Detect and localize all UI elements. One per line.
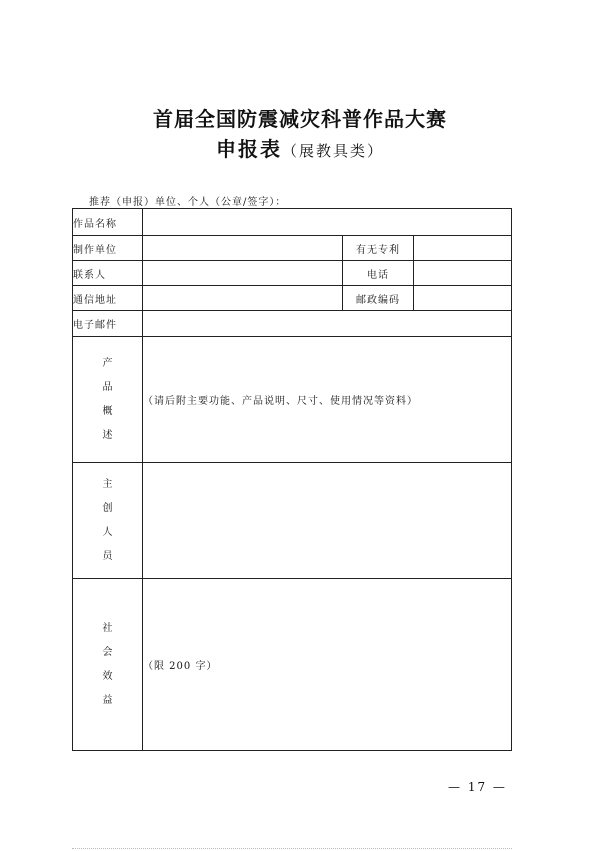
email-label: 电子邮件	[73, 311, 143, 337]
benefit-label-cell	[73, 579, 143, 751]
row-address	[73, 286, 512, 311]
benefit-field[interactable]	[143, 579, 512, 751]
row-maker-unit	[73, 236, 512, 261]
benefit-hint: （限 200 字）	[143, 661, 218, 672]
patent-field[interactable]	[414, 236, 512, 261]
address-field[interactable]	[143, 286, 343, 311]
bottom-divider	[72, 848, 512, 849]
overview-label-cell	[73, 337, 143, 463]
overview-field[interactable]	[143, 337, 512, 463]
benefit-label: 社会效益	[102, 622, 113, 706]
contact-field[interactable]	[143, 261, 343, 286]
patent-label: 有无专利	[343, 236, 414, 261]
form-subtitle	[0, 133, 600, 162]
recommend-label: 推荐（申报）单位、个人（公章/签字）：	[89, 197, 287, 208]
contact-label: 联系人	[73, 261, 143, 286]
email-field[interactable]	[143, 311, 512, 337]
row-contact	[73, 261, 512, 286]
application-form-table	[72, 208, 512, 751]
postcode-field[interactable]	[414, 286, 512, 311]
work-name-field[interactable]	[143, 209, 512, 236]
row-work-name	[73, 209, 512, 236]
creators-label: 主创人员	[102, 478, 113, 562]
maker-unit-field[interactable]	[143, 236, 343, 261]
row-benefit	[73, 579, 512, 751]
address-label: 通信地址	[73, 286, 143, 311]
postcode-label: 邮政编码	[343, 286, 414, 311]
row-email	[73, 311, 512, 337]
work-name-label: 作品名称	[73, 209, 143, 236]
creators-label-cell	[73, 463, 143, 579]
creators-field[interactable]	[143, 463, 512, 579]
overview-label: 产品概述	[102, 357, 113, 441]
phone-label: 电话	[343, 261, 414, 286]
form-subtitle-category: （展教具类）	[281, 142, 384, 160]
row-creators	[73, 463, 512, 579]
form-subtitle-main: 申报表	[215, 137, 282, 161]
row-overview	[73, 337, 512, 463]
page-number: — 17 —	[448, 780, 507, 794]
maker-unit-label: 制作单位	[73, 236, 143, 261]
form-title: 首届全国防震减灾科普作品大赛	[153, 107, 447, 131]
overview-hint: （请后附主要功能、产品说明、尺寸、使用情况等资料）	[143, 396, 418, 407]
phone-field[interactable]	[414, 261, 512, 286]
